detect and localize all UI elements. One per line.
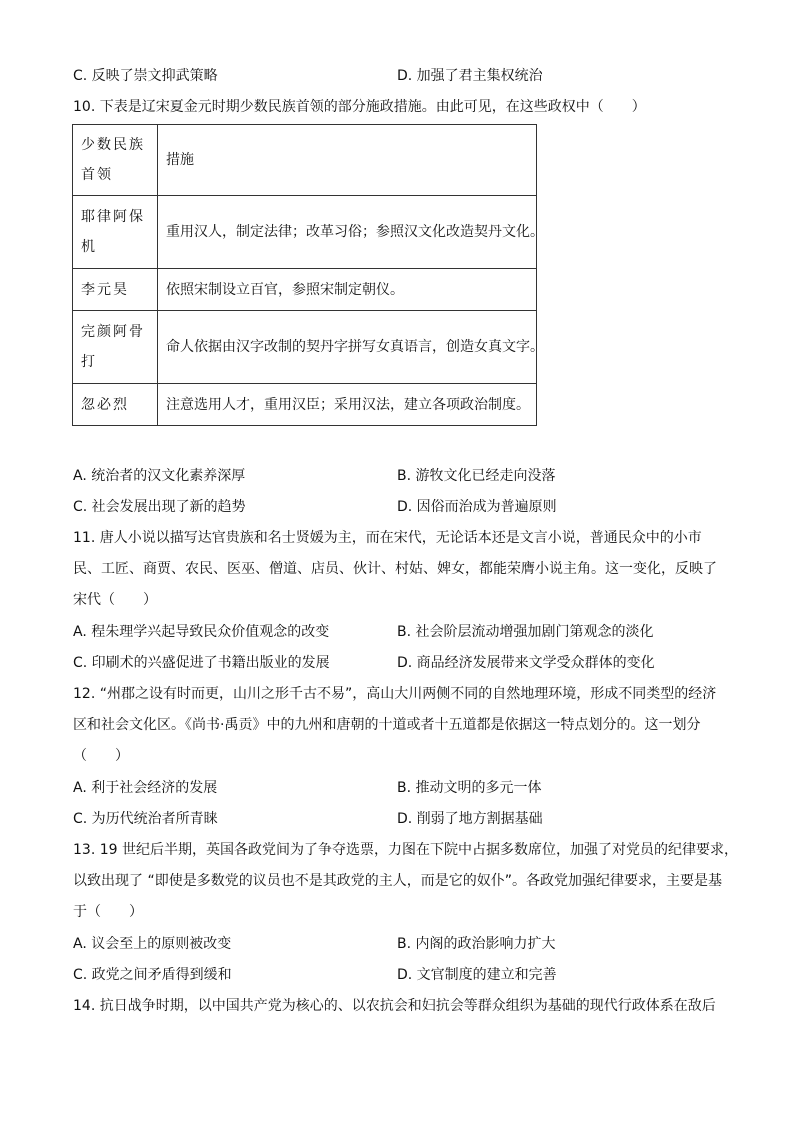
q10-stem: 10. 下表是辽宋夏金元时期少数民族首领的部分施政措施。由此可见，在这些政权中（ ） [73, 99, 646, 115]
q9-option-d[interactable]: D. 加强了君主集权统治 [397, 68, 543, 84]
q10-option-a[interactable]: A. 统治者的汉文化素养深厚 [73, 468, 246, 484]
q13-option-d[interactable]: D. 文官制度的建立和完善 [397, 967, 557, 983]
q13-stem-line-1: 13. 19 世纪后半期，英国各政党间为了争夺选票，力图在下院中占据多数席位，加强了对党员的纪律要求， [73, 842, 738, 858]
q12-option-b[interactable]: B. 推动文明的多元一体 [397, 780, 542, 796]
q12-stem-line-3: （ ） [73, 748, 129, 764]
q13-option-b[interactable]: B. 内阁的政治影响力扩大 [397, 936, 556, 952]
q13-stem-line-3: 于（ ） [73, 904, 143, 920]
q11-stem-line-2: 民、工匠、商贾、农民、医巫、僧道、店员、伙计、村姑、婢女，都能荣膺小说主角。这一变化，反映了 [73, 561, 717, 577]
table-cell-measure: 命人依据由汉字改制的契丹字拼写女真语言，创造女真文字。 [158, 311, 537, 384]
table-cell-leader: 完颜阿骨打 [73, 311, 158, 384]
q11-option-b[interactable]: B. 社会阶层流动增强加剧门第观念的淡化 [397, 624, 654, 640]
table-row [73, 269, 537, 311]
q12-option-a[interactable]: A. 利于社会经济的发展 [73, 780, 218, 796]
table-cell-measure: 依照宋制设立百官，参照宋制定朝仪。 [158, 269, 537, 311]
q12-option-c[interactable]: C. 为历代统治者所青睐 [73, 811, 218, 827]
table-header-row [73, 125, 537, 196]
q11-stem-line-3: 宋代（ ） [73, 592, 157, 608]
table-cell-leader: 耶律阿保机 [73, 196, 158, 269]
q13-option-a[interactable]: A. 议会至上的原则被改变 [73, 936, 232, 952]
table-cell-leader: 李元昊 [73, 269, 158, 311]
q11-option-d[interactable]: D. 商品经济发展带来文学受众群体的变化 [397, 655, 655, 671]
q12-stem-line-1: 12. “州郡之设有时而更，山川之形千古不易”，高山大川两侧不同的自然地理环境，形成不同类型的经济 [73, 686, 717, 702]
table-cell-leader: 忽必烈 [73, 384, 158, 426]
table-cell-measure: 重用汉人，制定法律；改革习俗；参照汉文化改造契丹文化。 [158, 196, 537, 269]
table-header-cell: 少数民族首领 [73, 125, 158, 196]
table-cell-measure: 注意选用人才，重用汉臣；采用汉法，建立各项政治制度。 [158, 384, 537, 426]
q10-option-b[interactable]: B. 游牧文化已经走向没落 [397, 468, 556, 484]
q10-option-c[interactable]: C. 社会发展出现了新的趋势 [73, 499, 246, 515]
q11-stem-line-1: 11. 唐人小说以描写达官贵族和名士贤媛为主，而在宋代，无论话本还是文言小说，普通民众中的小市 [73, 530, 702, 546]
q13-stem-line-2: 以致出现了 “即使是多数党的议员也不是其政党的主人，而是它的奴仆”。各政党加强纪律要求，主要是基 [73, 873, 722, 889]
q10-table [72, 124, 544, 426]
table-header-cell: 措施 [158, 125, 537, 196]
table-row [73, 196, 537, 269]
q12-stem-line-2: 区和社会文化区。《尚书·禹贡》中的九州和唐朝的十道或者十五道都是依据这一特点划分的。这一划分 [73, 717, 701, 733]
q14-stem-line-1: 14. 抗日战争时期，以中国共产党为核心的、以农抗会和妇抗会等群众组织为基础的现代行政体系在敌后 [73, 998, 716, 1014]
q9-option-c[interactable]: C. 反映了崇文抑武策略 [73, 68, 218, 84]
q12-option-d[interactable]: D. 削弱了地方割据基础 [397, 811, 543, 827]
q11-option-c[interactable]: C. 印刷术的兴盛促进了书籍出版业的发展 [73, 655, 330, 671]
q10-option-d[interactable]: D. 因俗而治成为普遍原则 [397, 499, 557, 515]
q11-option-a[interactable]: A. 程朱理学兴起导致民众价值观念的改变 [73, 624, 330, 640]
table-row [73, 384, 537, 426]
table-row [73, 311, 537, 384]
q13-option-c[interactable]: C. 政党之间矛盾得到缓和 [73, 967, 232, 983]
